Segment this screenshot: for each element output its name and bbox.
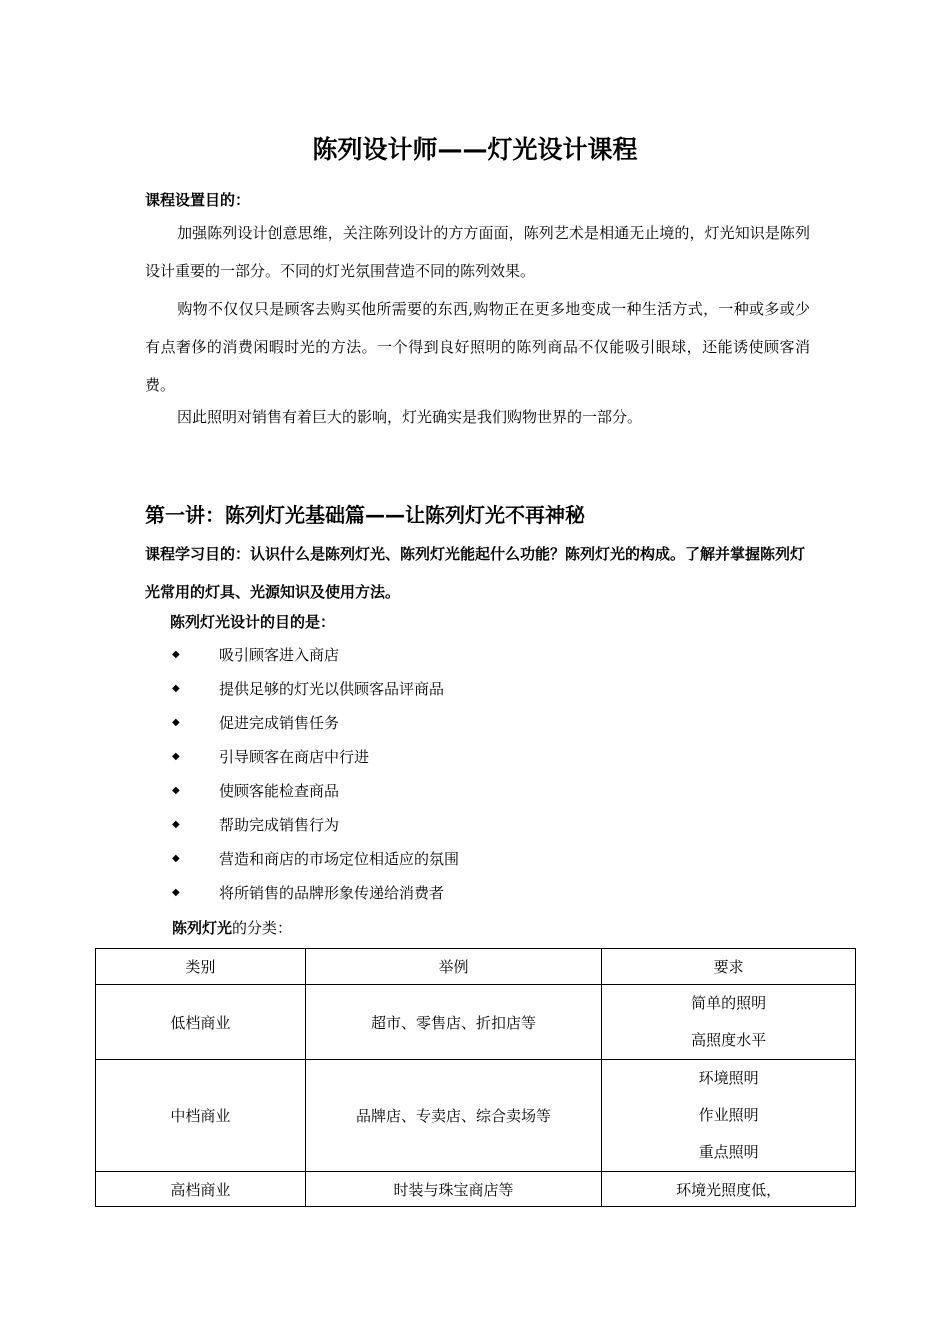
- diamond-bullet-icon: ◆: [172, 649, 180, 660]
- header-category: 类别: [96, 949, 306, 985]
- table-row: [96, 985, 856, 1060]
- cell-example: 时装与珠宝商店等: [305, 1172, 602, 1207]
- diamond-bullet-icon: ◆: [172, 819, 180, 830]
- cell-category: 中档商业: [96, 1060, 306, 1172]
- diamond-bullet-icon: ◆: [172, 751, 180, 762]
- document-page: 陈列设计师——灯光设计课程 课程设置目的： 加强陈列设计创意思维，关注陈列设计的方方面面，陈列艺术是相通无止境的，灯光知识是陈列设计重要的一部分。不同的灯光氛围营造不同的陈列效果。 购物不仅仅只是顾客去购买他所需要的东西,购物正在更多地变成一种生活方式，一种或多或少有点奢侈的消费闲暇时光的方法。一个得到良好照明的陈列商品不仅能吸引眼球，还能诱使顾客消费。 因此照明对销售有着巨大的影响，灯光确实是我们购物世界的一部分。 第一讲：陈列灯光基础篇——让陈列灯光不再神秘 课程学习目的：认识什么是陈列灯光、陈列灯光能起什么功能？陈列灯光的构成。了解并掌握陈列灯光常用的灯具、光源知识及使用方法。 陈列灯光设计的目的是： ◆ 吸引顾客进入商店 ◆ 提供足够的灯光以供顾客品评商品 ◆ 促进完成销售任务 ◆ 引导顾客在商店中行进 ◆ 使顾客能检查商品 ◆ 帮助完成销售行为 ◆ 营造和商店的市场定位相适应的氛围 ◆ 将所销售的品牌形象传递给消费者 陈列灯光的分类： 类别 举例 要求 低档商业 超市、零售店、折扣店等 简单的照明 高照度水平 中档商业 品牌店、专卖店、综合卖场等 环境照明 作业照明 重点照明 高档商业 时装与珠宝商店等 环境光照度低，: [0, 0, 950, 1344]
- page-title: 陈列设计师——灯光设计课程: [312, 135, 638, 164]
- cell-requirements: 环境照明 作业照明 重点照明: [602, 1060, 856, 1172]
- design-purpose-label: 陈列灯光设计的目的是：: [170, 613, 336, 631]
- cell-example: 品牌店、专卖店、综合卖场等: [305, 1060, 602, 1172]
- cell-example: 超市、零售店、折扣店等: [305, 985, 602, 1060]
- header-requirements: 要求: [602, 949, 856, 985]
- table-header-row: [96, 949, 856, 985]
- diamond-bullet-icon: ◆: [172, 683, 180, 694]
- header-example: 举例: [305, 949, 602, 985]
- classification-label: 陈列灯光的分类：: [172, 919, 293, 937]
- cell-requirements: 环境光照度低，: [602, 1172, 856, 1207]
- cell-category: 低档商业: [96, 985, 306, 1060]
- table-row: [96, 1172, 856, 1207]
- diamond-bullet-icon: ◆: [172, 717, 180, 728]
- purpose-paragraph-2: 购物不仅仅只是顾客去购买他所需要的东西,购物正在更多地变成一种生活方式，一种或多或少有点奢侈的消费闲暇时光的方法。一个得到良好照明的陈列商品不仅能吸引眼球，还能诱使顾客消费。: [145, 300, 810, 394]
- table-row: [96, 1060, 856, 1172]
- lecture-goal: 课程学习目的：认识什么是陈列灯光、陈列灯光能起什么功能？陈列灯光的构成。了解并掌握陈列灯光常用的灯具、光源知识及使用方法。: [145, 545, 806, 601]
- cell-requirements: 简单的照明 高照度水平: [602, 985, 856, 1060]
- lecture-heading: 第一讲：陈列灯光基础篇——让陈列灯光不再神秘: [145, 503, 585, 527]
- diamond-bullet-icon: ◆: [172, 785, 180, 796]
- classification-table: [95, 948, 856, 1207]
- cell-category: 高档商业: [96, 1172, 306, 1207]
- purpose-label: 课程设置目的：: [145, 191, 251, 209]
- purpose-paragraph-3: 因此照明对销售有着巨大的影响，灯光确实是我们购物世界的一部分。: [177, 408, 643, 426]
- diamond-bullet-icon: ◆: [172, 887, 180, 898]
- diamond-bullet-icon: ◆: [172, 853, 180, 864]
- purpose-paragraph-1: 加强陈列设计创意思维，关注陈列设计的方方面面，陈列艺术是相通无止境的，灯光知识是陈列设计重要的一部分。不同的灯光氛围营造不同的陈列效果。: [145, 224, 810, 280]
